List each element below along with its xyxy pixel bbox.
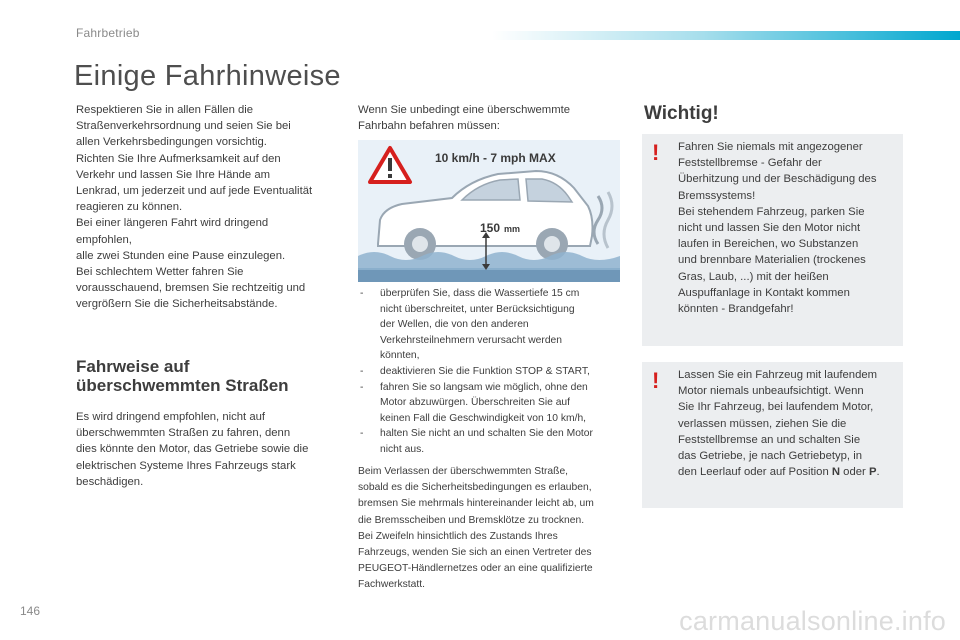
flood-section-heading <box>76 357 289 395</box>
text-line: Bremssystems! <box>678 189 756 202</box>
warning-text <box>678 139 900 317</box>
text-fragment: oder <box>840 466 869 479</box>
text-line: und brennbare Materialien (trockenes <box>678 254 866 267</box>
text-line: elektrischen Systeme Ihres Fahrzeugs stark <box>76 459 296 472</box>
text-line: Bei stehendem Fahrzeug, parken Sie <box>678 205 865 218</box>
watermark: carmanualsonline.info <box>679 606 946 636</box>
text-line: beschädigen. <box>76 475 144 488</box>
intro-paragraph <box>76 102 346 313</box>
text-line: Bei schlechtem Wetter fahren Sie <box>76 266 244 279</box>
text-line: alle zwei Stunden eine Pause einzulegen. <box>76 249 286 262</box>
page-number: 146 <box>20 604 41 618</box>
text-line: Fahren Sie niemals mit angezogener <box>678 141 863 153</box>
text-line: Überhitzung und der Beschädigung des <box>678 173 877 186</box>
text-line: nicht überschreitet, unter Berücksichtigung <box>380 303 575 315</box>
text-line: Lenkrad, um jederzeit und auf jede Eventualität <box>76 185 313 198</box>
text-line: PEUGEOT-Händlernetzes oder an eine qualifizierte <box>358 563 593 575</box>
text-line: keinen Fall die Geschwindigkeit von 10 km/h, <box>380 412 587 424</box>
text-line: überschwemmten Straßen zu fahren, denn <box>76 427 291 440</box>
list-dash: - <box>360 288 364 299</box>
gear-position-n: N <box>831 466 841 479</box>
text-line: nicht und lassen Sie den Motor nicht <box>678 222 861 235</box>
text-line: Gras, Laub, ...) mit der heißen <box>678 270 829 283</box>
text-line: laufen in Bereichen, wo Substanzen <box>678 238 859 251</box>
text-fragment: . <box>876 466 880 479</box>
gear-position-p: P <box>868 466 877 479</box>
list-dash: - <box>360 381 364 393</box>
text-line: bremsen Sie mehrmals hintereinander leicht ab, um <box>358 498 594 510</box>
text-line: Fahrzeugs, wenden Sie sich an einen Vertreter des <box>358 547 592 559</box>
text-line: Fahrbahn befahren müssen: <box>358 120 500 133</box>
text-line: Fachwerkstatt. <box>358 579 425 591</box>
flooded-road-illustration <box>358 140 620 282</box>
text-line: die Bremsscheiben und Bremsklötze zu trocknen. <box>358 514 585 526</box>
header-accent-bar <box>492 31 960 40</box>
text-line: Motor abzuwürgen. Überschreiten Sie auf <box>380 397 571 409</box>
list-item <box>360 286 622 364</box>
text-fragment: den Leerlauf oder auf Position <box>678 466 832 479</box>
text-line: Richten Sie Ihre Aufmerksamkeit auf den <box>76 152 281 165</box>
text-line: Beim Verlassen der überschwemmten Straße, <box>358 466 569 477</box>
text-line: Es wird dringend empfohlen, nicht auf <box>76 411 266 423</box>
text-line: das Getriebe, je nach Getriebetyp, in <box>678 450 862 463</box>
speed-limit-label: 10 km/h - 7 mph MAX <box>435 151 556 165</box>
list-dash: - <box>360 365 364 377</box>
text-line: Respektieren Sie in allen Fällen die <box>76 104 254 116</box>
text-line <box>678 464 900 480</box>
text-line: Lassen Sie ein Fahrzeug mit laufendem <box>678 369 878 381</box>
text-line: allen Verkehrsbedingungen vorsichtig. <box>76 136 267 149</box>
text-line: vergrößern Sie die Sicherheitsabstände. <box>76 298 278 311</box>
text-line: fahren Sie so langsam wie möglich, ohne den <box>380 381 588 393</box>
text-line: Verkehr und lassen Sie Ihre Hände am <box>76 168 271 181</box>
text-line: Feststellbremse an und schalten Sie <box>678 433 861 446</box>
text-line: Bei einer längeren Fahrt wird dringend <box>76 217 269 230</box>
heading-line: Fahrweise auf <box>76 357 190 376</box>
heading-line: überschwemmten Straßen <box>76 376 289 395</box>
text-line: sobald es die Sicherheitsbedingungen es erlauben, <box>358 482 592 494</box>
text-line: könnten - Brandgefahr! <box>678 303 794 316</box>
text-line: Straßenverkehrsordnung und seien Sie bei <box>76 120 291 133</box>
text-line: überprüfen Sie, dass die Wassertiefe 15 cm <box>380 288 580 299</box>
section-label: Fahrbetrieb <box>76 26 140 40</box>
text-line: Motor niemals unbeaufsichtigt. Wenn <box>678 385 864 398</box>
exclamation-icon: ! <box>652 140 660 165</box>
text-line: Wenn Sie unbedingt eine überschwemmte <box>358 104 571 116</box>
text-line: Auspuffanlage in Kontakt kommen <box>678 286 850 299</box>
exclamation-icon: ! <box>652 368 660 393</box>
warning-box-1 <box>642 134 903 346</box>
text-line: Feststellbremse - Gefahr der <box>678 157 822 170</box>
text-line: Verkehrsteilnehmern verursacht werden <box>380 334 563 346</box>
text-line: deaktivieren Sie die Funktion STOP & START, <box>380 365 590 377</box>
text-line: verlassen müssen, ziehen Sie die <box>678 417 847 430</box>
depth-unit: mm <box>504 224 521 234</box>
text-line: dies könnte den Motor, das Getriebe sowie die <box>76 443 309 456</box>
warning-box-2 <box>642 362 903 508</box>
list-item <box>360 426 622 457</box>
text-line: vorausschauend, bremsen Sie rechtzeitig und <box>76 282 306 295</box>
middle-intro <box>358 102 620 134</box>
page-title: Einige Fahrhinweise <box>74 60 341 92</box>
text-line: reagieren zu können. <box>76 201 183 214</box>
text-line: nicht aus. <box>380 443 425 455</box>
list-item <box>360 364 622 380</box>
list-item <box>360 380 622 427</box>
text-line: Sie Ihr Fahrzeug, bei laufendem Motor, <box>678 401 874 414</box>
depth-value: 150 <box>480 221 501 235</box>
text-line: empfohlen, <box>76 233 132 246</box>
text-line: Bei Zweifeln hinsichtlich des Zustands Ihres <box>358 530 558 542</box>
flood-section-body <box>76 409 346 490</box>
warning-text <box>678 367 900 480</box>
important-heading: Wichtig! <box>644 103 719 124</box>
text-line: könnten, <box>380 350 420 362</box>
after-flood-paragraph <box>358 464 628 594</box>
text-line: halten Sie nicht an und schalten Sie den Motor <box>380 428 593 440</box>
text-line: der Wellen, die von den anderen <box>380 319 529 331</box>
flood-checklist <box>360 286 622 458</box>
list-dash: - <box>360 428 364 440</box>
